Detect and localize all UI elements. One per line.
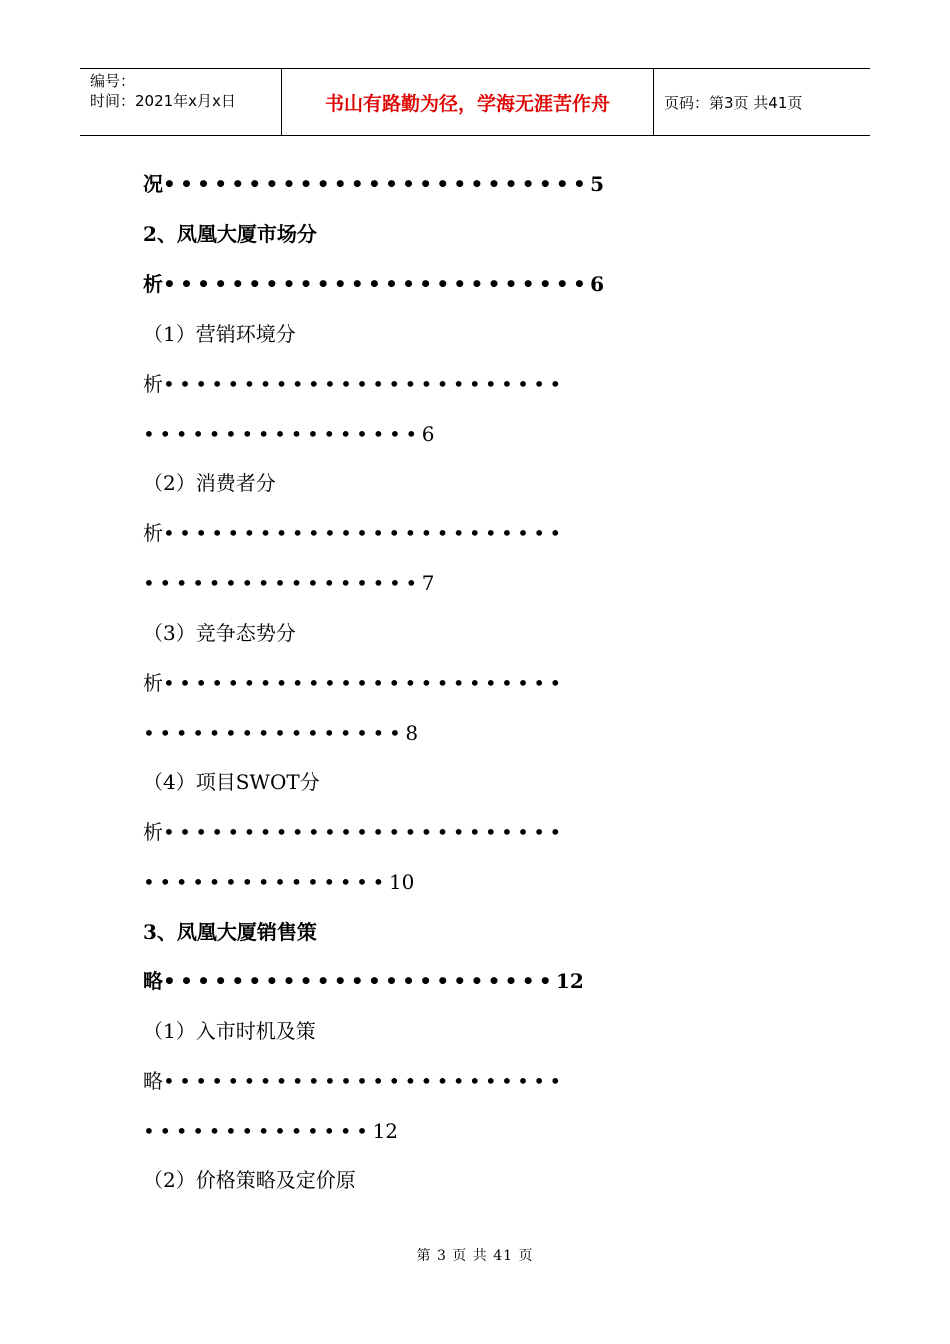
toc-label: 略 xyxy=(143,969,163,993)
toc-page: 7 xyxy=(421,571,435,595)
toc-page: 12 xyxy=(372,1119,399,1143)
toc-page: 10 xyxy=(388,870,415,894)
toc-page: 5 xyxy=(590,172,605,196)
toc-label: 析 xyxy=(143,372,163,396)
toc-label: （2）消费者分 xyxy=(143,471,276,495)
toc-line xyxy=(143,1167,356,1193)
toc-line xyxy=(143,670,565,696)
toc-dots: ••••••••••••••••• xyxy=(143,571,422,595)
toc-line xyxy=(143,1068,565,1094)
header-meta xyxy=(80,69,282,135)
toc-line xyxy=(143,520,565,546)
toc-line xyxy=(143,620,296,646)
toc-line xyxy=(143,1018,316,1044)
toc-label: 析 xyxy=(143,820,163,844)
toc-line xyxy=(143,171,604,197)
toc-dots: ••••••••••••••••••••••••• xyxy=(163,521,566,545)
toc-label: 况 xyxy=(143,172,163,196)
header-page-info: 页码：第3页 共41页 xyxy=(664,93,803,112)
toc-line xyxy=(143,221,317,247)
toc-label: 析 xyxy=(143,272,163,296)
toc-line xyxy=(143,968,584,994)
toc-label: 2、凤凰大厦市场分 xyxy=(143,222,317,246)
toc-line xyxy=(143,1118,398,1144)
toc-label: 析 xyxy=(143,671,163,695)
time-label: 时间：2021年x月x日 xyxy=(90,92,236,110)
toc-label: 析 xyxy=(143,521,163,545)
toc-page: 6 xyxy=(590,272,605,296)
toc-line xyxy=(143,271,604,297)
toc-line xyxy=(143,570,434,596)
toc-line xyxy=(143,321,296,347)
toc-dots: ••••••••••••••••••••••••• xyxy=(163,172,591,196)
toc-dots: •••••••••••••• xyxy=(143,1119,373,1143)
toc-label: （1）入市时机及策 xyxy=(143,1019,316,1043)
toc-label: （4）项目SWOT分 xyxy=(143,770,320,794)
toc-dots: ••••••••••••••••••••••• xyxy=(163,969,556,993)
toc-dots: ••••••••••••••••••••••••• xyxy=(163,1069,566,1093)
toc-label: （3）竞争态势分 xyxy=(143,621,296,645)
toc-line xyxy=(143,371,565,397)
toc-page: 8 xyxy=(405,721,419,745)
toc-dots: ••••••••••••••• xyxy=(143,870,389,894)
toc-page: 12 xyxy=(555,969,584,993)
toc-line xyxy=(143,769,320,795)
toc-label: 略 xyxy=(143,1069,163,1093)
toc-dots: ••••••••••••••••••••••••• xyxy=(163,372,566,396)
toc-line xyxy=(143,470,276,496)
toc-label: （2）价格策略及定价原 xyxy=(143,1168,356,1192)
toc-page: 6 xyxy=(421,422,435,446)
page-footer: 第 3 页 共 41 页 xyxy=(416,1248,534,1264)
toc-line xyxy=(143,421,434,447)
header-motto: 书山有路勤为径，学海无涯苦作舟 xyxy=(282,69,654,135)
toc-line xyxy=(143,819,565,845)
toc-line xyxy=(143,869,414,895)
page-header xyxy=(80,68,870,136)
toc-line xyxy=(143,720,418,746)
toc-label: 3、凤凰大厦销售策 xyxy=(143,920,317,944)
number-label: 编号： xyxy=(90,72,136,90)
toc-dots: ••••••••••••••••••••••••• xyxy=(163,820,566,844)
toc-dots: •••••••••••••••• xyxy=(143,721,406,745)
toc-dots: ••••••••••••••••••••••••• xyxy=(163,272,591,296)
toc-dots: ••••••••••••••••••••••••• xyxy=(163,671,566,695)
toc-label: （1）营销环境分 xyxy=(143,322,296,346)
toc-line xyxy=(143,919,317,945)
toc-dots: ••••••••••••••••• xyxy=(143,422,422,446)
